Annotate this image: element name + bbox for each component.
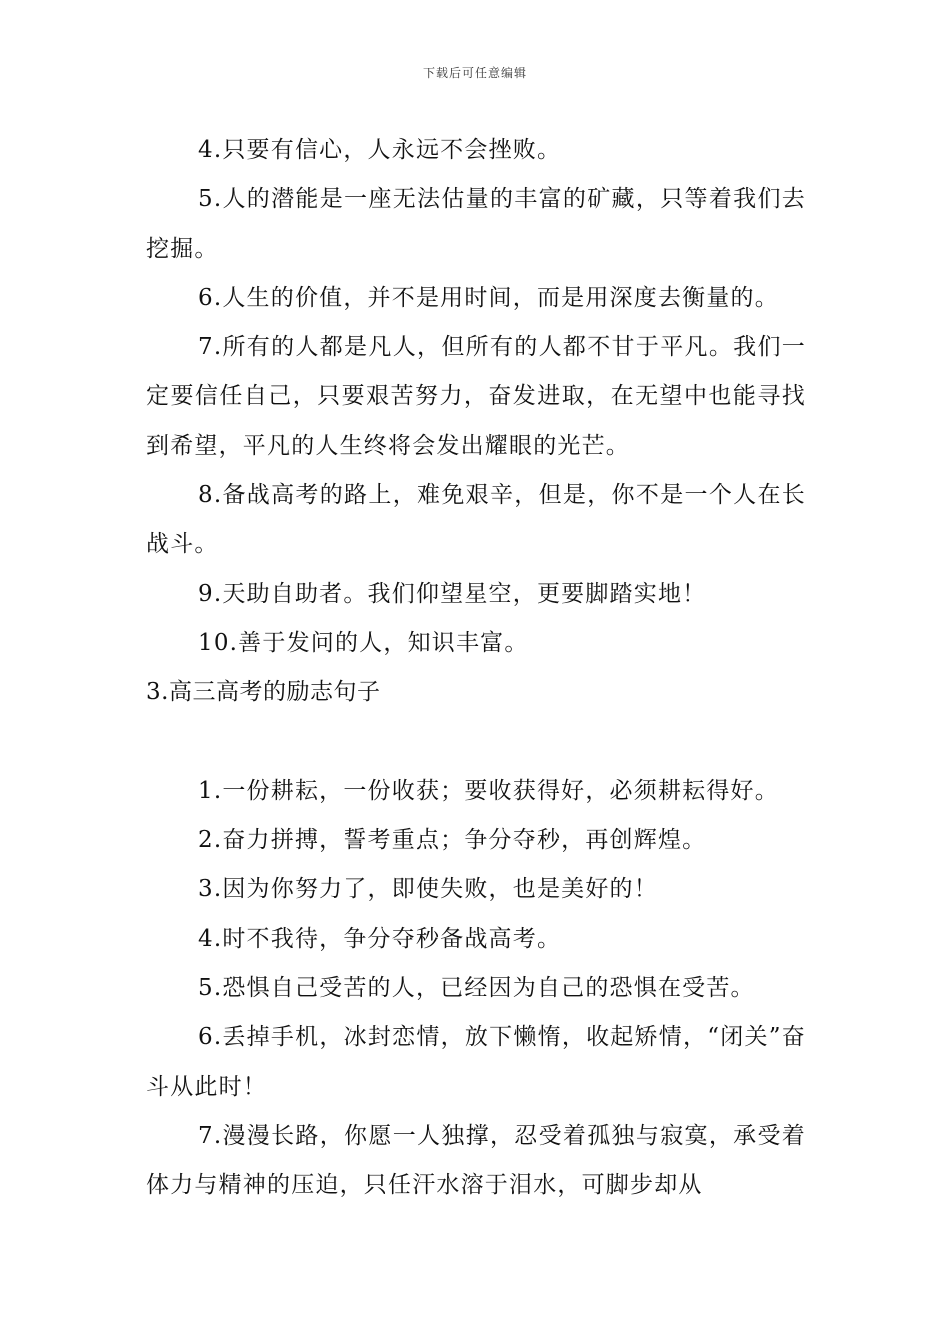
list-item: 1.一份耕耘，一份收获；要收获得好，必须耕耘得好。 [198, 777, 779, 804]
page-header: 下载后可任意编辑 [422, 66, 527, 80]
list-item: 7.所有的人都是凡人，但所有的人都不甘于平凡。我们一定要信任自己，只要艰苦努力，奋发进取，在无望中也能寻找到希望，平凡的人生终将会发出耀眼的光芒。 [146, 334, 806, 459]
list-item: 7.漫漫长路，你愿一人独撑，忍受着孤独与寂寞，承受着体力与精神的压迫，只任汗水溶于泪水，可脚步却从 [146, 1122, 806, 1199]
list-item: 10.善于发问的人，知识丰富。 [198, 629, 529, 656]
list-item: 6.人生的价值，并不是用时间，而是用深度去衡量的。 [198, 284, 779, 311]
section-heading: 3.高三高考的励志句子 [146, 679, 381, 706]
blank-line [146, 718, 806, 767]
list-item: 4.只要有信心，人永远不会挫败。 [198, 137, 562, 163]
list-item: 5.恐惧自己受苦的人，已经因为自己的恐惧在受苦。 [198, 975, 755, 1002]
list-item: 9.天助自助者。我们仰望星空，更要脚踏实地！ [198, 580, 707, 607]
list-item: 3.因为你努力了，即使失败，也是美好的！ [198, 876, 658, 903]
list-item: 6.丢掉手机，冰封恋情，放下懒惰，收起矫情，“闭关”奋斗从此时！ [146, 1024, 806, 1100]
list-item: 2.奋力拼搏，誓考重点；争分夺秒，再创辉煌。 [198, 827, 707, 854]
list-item: 8.备战高考的路上，难免艰辛，但是，你不是一个人在长战斗。 [146, 482, 806, 558]
list-item: 4.时不我待，争分夺秒备战高考。 [198, 925, 562, 952]
list-item: 5.人的潜能是一座无法估量的丰富的矿藏，只等着我们去挖掘。 [146, 186, 806, 262]
document-body [146, 126, 806, 1211]
